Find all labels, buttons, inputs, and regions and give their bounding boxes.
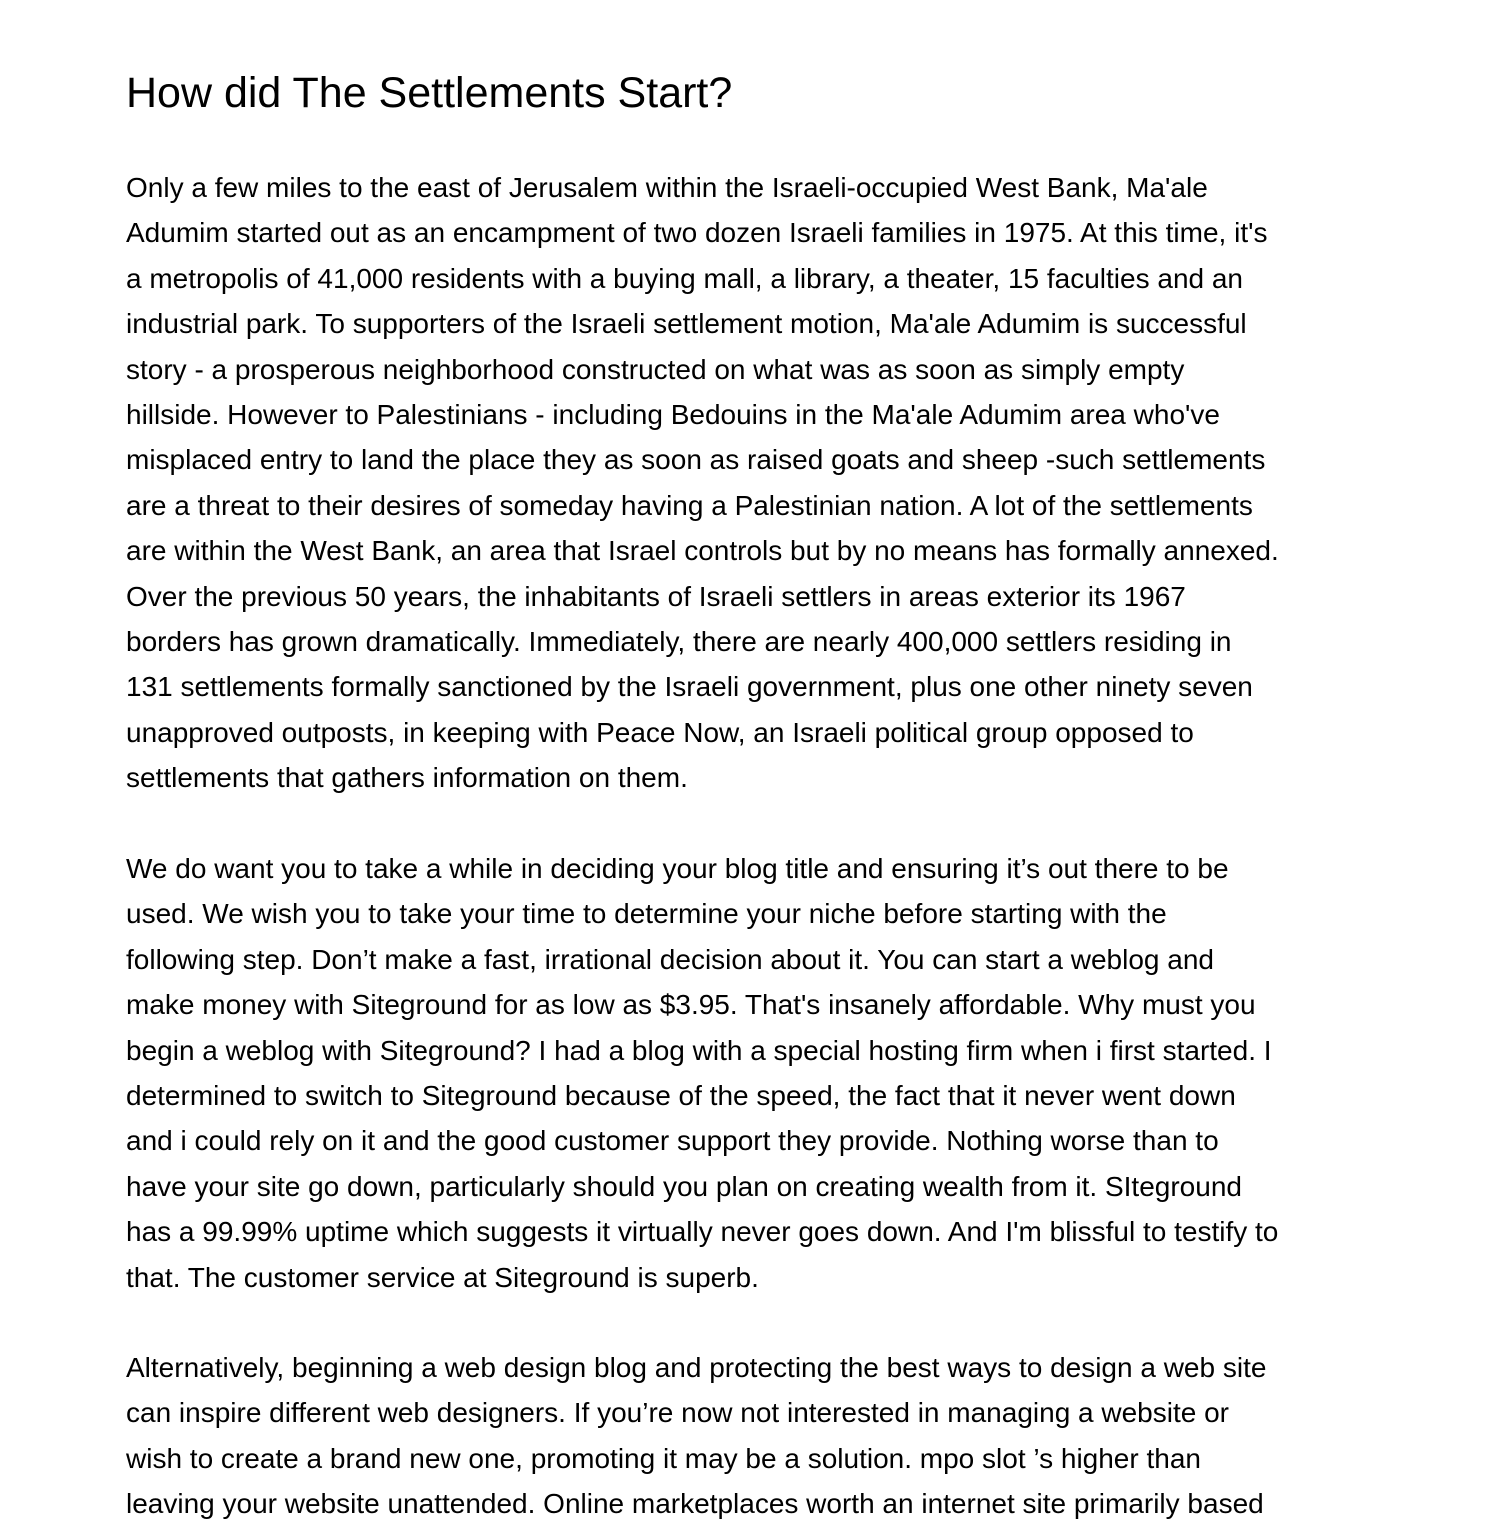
text-line: used. We wish you to take your time to determine your niche before starting with the bbox=[126, 898, 1167, 930]
text-line: We do want you to take a while in deciding your blog title and ensuring it’s out there to be bbox=[126, 853, 1229, 884]
text-line: settlements that gathers information on them. bbox=[126, 762, 688, 794]
text-line: unapproved outposts, in keeping with Peace Now, an Israeli political group opposed to bbox=[126, 716, 1194, 748]
paragraph-2 bbox=[126, 846, 1278, 1300]
document-title: How did The Settlements Start? bbox=[126, 69, 733, 117]
text-line: has a 99.99% uptime which suggests it virtually never goes down. And I'm blissful to testify to bbox=[126, 1216, 1279, 1248]
text-line: have your site go down, particularly should you plan on creating wealth from it. SIteground bbox=[126, 1170, 1242, 1202]
text-line: determined to switch to Siteground because of the speed, the fact that it never went down bbox=[126, 1079, 1236, 1111]
text-line: Alternatively, beginning a web design blog and protecting the best ways to design a web site bbox=[126, 1352, 1267, 1383]
text-line: industrial park. To supporters of the Israeli settlement motion, Ma'ale Adumim is successful bbox=[126, 308, 1247, 340]
text-line: hillside. However to Palestinians - including Bedouins in the Ma'ale Adumim area who've bbox=[126, 398, 1220, 430]
text-line: following step. Don’t make a fast, irrational decision about it. You can start a weblog and bbox=[126, 943, 1214, 975]
paragraph-1 bbox=[126, 165, 1279, 800]
text-line: leaving your website unattended. Online marketplaces worth an internet site primarily based bbox=[126, 1488, 1264, 1520]
text-line: story - a prosperous neighborhood constructed on what was as soon as simply empty bbox=[126, 353, 1185, 385]
text-line: misplaced entry to land the place they as soon as raised goats and sheep -such settlements bbox=[126, 444, 1266, 476]
paragraph-3 bbox=[126, 1345, 1266, 1527]
text-line: make money with Siteground for as low as $3.95. That's insanely affordable. Why must you bbox=[126, 989, 1256, 1021]
text-line: Only a few miles to the east of Jerusalem within the Israeli-occupied West Bank, Ma'ale bbox=[126, 172, 1208, 203]
text-line: that. The customer service at Siteground is superb. bbox=[126, 1261, 759, 1293]
text-line: are a threat to their desires of someday having a Palestinian nation. A lot of the settlements bbox=[126, 489, 1253, 521]
text-line: are within the West Bank, an area that Israel controls but by no means has formally annexed. bbox=[126, 535, 1279, 567]
text-line: can inspire different web designers. If you’re now not interested in managing a website or bbox=[126, 1397, 1230, 1429]
text-line: Adumim started out as an encampment of two dozen Israeli families in 1975. At this time, it's bbox=[126, 217, 1268, 249]
text-line: begin a weblog with Siteground? I had a blog with a special hosting firm when i first started. I bbox=[126, 1034, 1272, 1066]
text-line: borders has grown dramatically. Immediately, there are nearly 400,000 settlers residing in bbox=[126, 625, 1232, 657]
text-line: Over the previous 50 years, the inhabitants of Israeli settlers in areas exterior its 1967 bbox=[126, 580, 1186, 612]
text-line: a metropolis of 41,000 residents with a buying mall, a library, a theater, 15 faculties and an bbox=[126, 262, 1244, 294]
text-line: and i could rely on it and the good customer support they provide. Nothing worse than to bbox=[126, 1125, 1219, 1157]
text-line: 131 settlements formally sanctioned by the Israeli government, plus one other ninety seven bbox=[126, 671, 1253, 703]
text-line: wish to create a brand new one, promoting it may be a solution. mpo slot ’s higher than bbox=[126, 1442, 1201, 1474]
